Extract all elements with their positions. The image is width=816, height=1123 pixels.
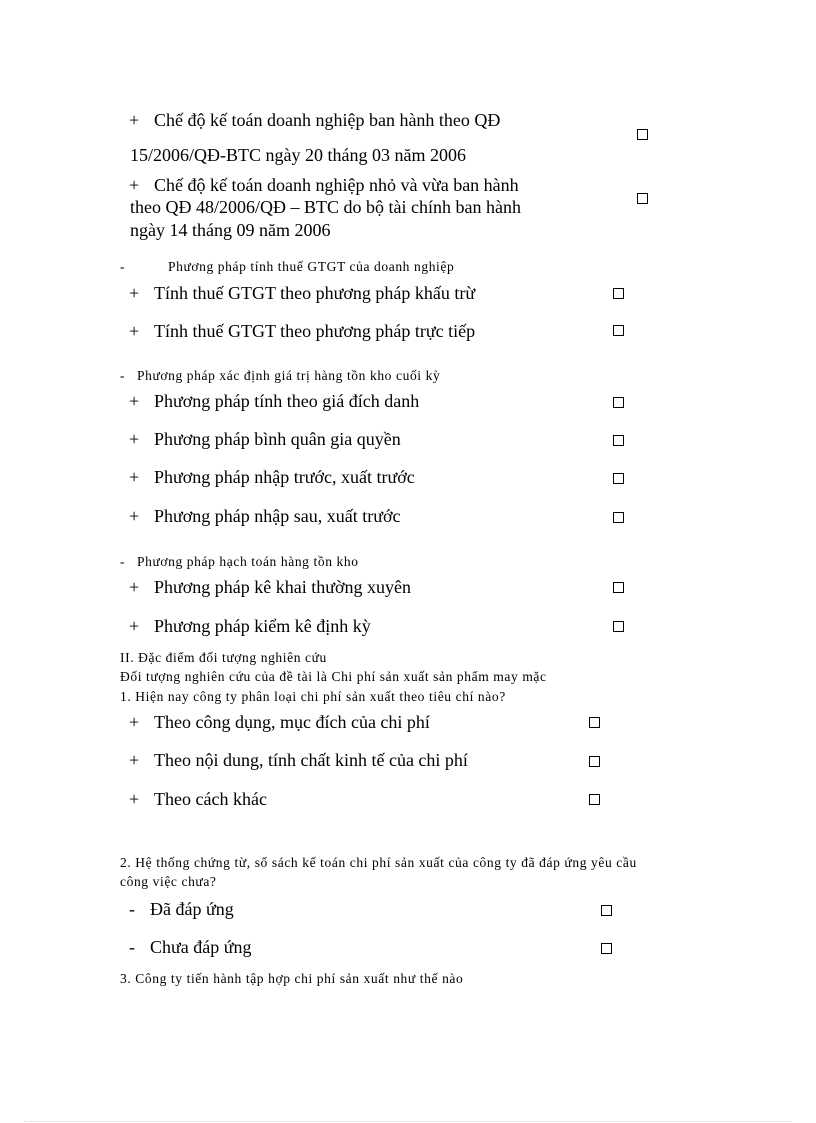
- question-3: 3. Công ty tiến hành tập hợp chi phí sản xuất như thế nào: [120, 971, 464, 986]
- plus-marker: +: [129, 789, 140, 809]
- question-1: 1. Hiện nay công ty phân loại chi phí sản xuất theo tiêu chí nào?: [120, 689, 506, 704]
- q1-option-1: Theo công dụng, mục đích của chi phí: [154, 712, 430, 732]
- q1-option-1-checkbox[interactable]: [589, 717, 600, 728]
- regime-option-1-line-1: Chế độ kế toán doanh nghiệp ban hành theo QĐ: [154, 110, 501, 130]
- plus-marker: +: [129, 391, 140, 411]
- regime-option-2-line-2: theo QĐ 48/2006/QĐ – BTC do bộ tài chính ban hành: [130, 197, 521, 217]
- plus-marker: +: [129, 712, 140, 732]
- dash-marker: -: [120, 259, 126, 274]
- inventory-value-option-4: Phương pháp nhập sau, xuất trước: [154, 506, 401, 526]
- q2-option-2-checkbox[interactable]: [601, 943, 612, 954]
- plus-marker: +: [129, 577, 140, 597]
- inventory-value-option-2-checkbox[interactable]: [613, 435, 624, 446]
- section-2-title: II. Đặc điểm đối tượng nghiên cứu: [120, 650, 327, 665]
- question-2-line-2: công việc chưa?: [120, 874, 217, 889]
- plus-marker: +: [129, 750, 140, 770]
- gtgt-option-2-checkbox[interactable]: [613, 325, 624, 336]
- inventory-value-option-1-checkbox[interactable]: [613, 397, 624, 408]
- plus-marker: +: [129, 429, 140, 449]
- inventory-value-option-4-checkbox[interactable]: [613, 512, 624, 523]
- gtgt-option-1: Tính thuế GTGT theo phương pháp khấu trừ: [154, 283, 476, 303]
- inventory-accounting-option-2-checkbox[interactable]: [613, 621, 624, 632]
- plus-marker: +: [129, 283, 140, 303]
- dash-marker: -: [120, 554, 126, 569]
- q1-option-2-checkbox[interactable]: [589, 756, 600, 767]
- regime-option-1-line-2: 15/2006/QĐ-BTC ngày 20 tháng 03 năm 2006: [130, 145, 466, 165]
- plus-marker: +: [129, 321, 140, 341]
- regime-option-2-line-3: ngày 14 tháng 09 năm 2006: [130, 220, 331, 240]
- q2-option-1-checkbox[interactable]: [601, 905, 612, 916]
- gtgt-option-1-checkbox[interactable]: [613, 288, 624, 299]
- dash-marker: -: [129, 937, 135, 957]
- inventory-value-heading: Phương pháp xác định giá trị hàng tồn kho cuối kỳ: [137, 368, 441, 383]
- q2-option-2: Chưa đáp ứng: [150, 937, 252, 957]
- page-bottom-divider: [24, 1121, 792, 1122]
- inventory-value-option-3-checkbox[interactable]: [613, 473, 624, 484]
- plus-marker: +: [129, 110, 140, 130]
- gtgt-option-2: Tính thuế GTGT theo phương pháp trực tiếp: [154, 321, 476, 341]
- dash-marker: -: [129, 899, 135, 919]
- question-2-line-1: 2. Hệ thống chứng từ, sổ sách kế toán chi phí sản xuất của công ty đã đáp ứng yêu cầu: [120, 855, 637, 870]
- dash-marker: -: [120, 368, 126, 383]
- inventory-value-option-2: Phương pháp bình quân gia quyền: [154, 429, 401, 449]
- plus-marker: +: [129, 175, 140, 195]
- q1-option-3-checkbox[interactable]: [589, 794, 600, 805]
- gtgt-heading: Phương pháp tính thuế GTGT của doanh nghiệp: [168, 259, 455, 274]
- inventory-value-option-3: Phương pháp nhập trước, xuất trước: [154, 467, 415, 487]
- research-subject: Đối tượng nghiên cứu của đề tài là Chi phí sản xuất sản phẩm may mặc: [120, 669, 547, 684]
- regime-option-2-line-1: Chế độ kế toán doanh nghiệp nhỏ và vừa ban hành: [154, 175, 519, 195]
- inventory-accounting-option-1: Phương pháp kê khai thường xuyên: [154, 577, 412, 597]
- inventory-accounting-heading: Phương pháp hạch toán hàng tồn kho: [137, 554, 359, 569]
- regime-option-1-checkbox[interactable]: [637, 129, 648, 140]
- inventory-accounting-option-2: Phương pháp kiểm kê định kỳ: [154, 616, 371, 636]
- plus-marker: +: [129, 616, 140, 636]
- regime-option-2-checkbox[interactable]: [637, 193, 648, 204]
- q1-option-2: Theo nội dung, tính chất kinh tế của chi phí: [154, 750, 468, 770]
- plus-marker: +: [129, 467, 140, 487]
- plus-marker: +: [129, 506, 140, 526]
- inventory-value-option-1: Phương pháp tính theo giá đích danh: [154, 391, 420, 411]
- q1-option-3: Theo cách khác: [154, 789, 267, 809]
- inventory-accounting-option-1-checkbox[interactable]: [613, 582, 624, 593]
- q2-option-1: Đã đáp ứng: [150, 899, 234, 919]
